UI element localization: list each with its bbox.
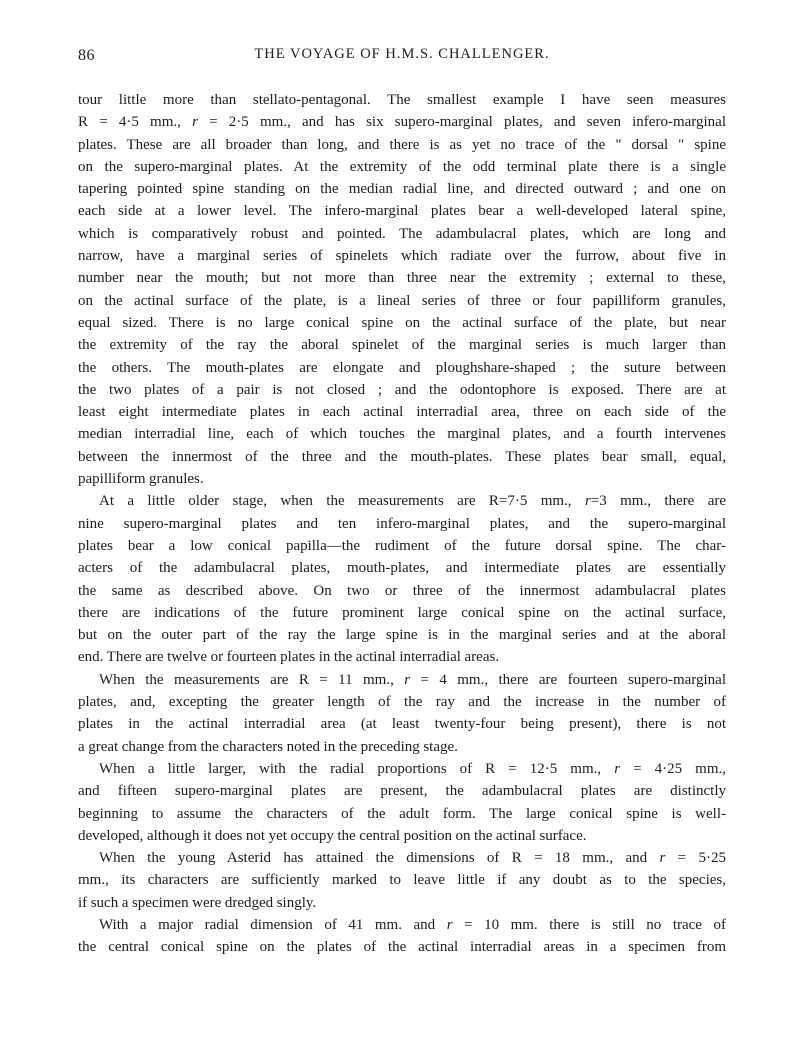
page-body-text [78, 89, 726, 959]
text-line: which is comparatively robust and pointed. The adambulacral plates, which are long and [78, 225, 726, 242]
text-line: When a little larger, with the radial proportions of R = 12·5 mm., r = 4·25 mm., [99, 760, 726, 777]
page-header [78, 46, 726, 66]
text-line: plates in the actinal interradial area (at least twenty-four being present), there is not [78, 716, 726, 733]
text-line: tour little more than stellato-pentagonal. The smallest example I have seen measures [78, 92, 726, 108]
text-line: plates, and, excepting the greater length of the ray and the increase in the number of [78, 694, 726, 711]
text-line: between the innermost of the three and the mouth-plates. These plates bear small, equal, [78, 448, 726, 465]
text-line: At a little older stage, when the measurements are R=7·5 mm., r=3 mm., there are [99, 493, 726, 510]
text-line: least eight intermediate plates in each actinal interradial area, three on each side of the [78, 404, 726, 421]
text-line: but on the outer part of the ray the large spine is in the marginal series and at the aboral [78, 627, 726, 644]
text-line: R = 4·5 mm., r = 2·5 mm., and has six supero-marginal plates, and seven infero-marginal [78, 114, 726, 131]
text-line: the central conical spine on the plates of the actinal interradial areas in a specimen from [78, 939, 726, 956]
text-line: the same as described above. On two or three of the innermost adambulacral plates [78, 582, 726, 599]
text-line: papilliform granules. [78, 471, 204, 488]
text-line: plates. These are all broader than long, and there is as yet no trace of the " dorsal " spine [78, 136, 726, 153]
text-line: on the supero-marginal plates. At the extremity of the odd terminal plate there is a single [78, 158, 726, 175]
text-line: and fifteen supero-marginal plates are present, the adambulacral plates are distinctly [78, 783, 726, 800]
text-line: With a major radial dimension of 41 mm. and r = 10 mm. there is still no trace of [99, 916, 726, 933]
text-line: a great change from the characters noted in the preceding stage. [78, 738, 458, 755]
text-line: nine supero-marginal plates and ten infero-marginal plates, and the supero-marginal [78, 515, 726, 532]
text-line: plates bear a low conical papilla—the rudiment of the future dorsal spine. The char- [78, 537, 726, 554]
text-line: on the actinal surface of the plate, is a lineal series of three or four papilliform granules, [78, 292, 726, 309]
text-line: mm., its characters are sufficiently marked to leave little if any doubt as to the species, [78, 872, 726, 889]
text-line: the two plates of a pair is not closed ; and the odontophore is exposed. There are at [78, 381, 726, 398]
text-line: if such a specimen were dredged singly. [78, 894, 317, 911]
text-line: median interradial line, each of which touches the marginal plates, and a fourth intervenes [78, 426, 726, 443]
text-line: the others. The mouth-plates are elongate and ploughshare-shaped ; the suture between [78, 359, 726, 376]
text-line: the extremity of the ray the aboral spinelet of the marginal series is much larger than [78, 337, 726, 354]
text-line: narrow, have a marginal series of spinelets which radiate over the furrow, about five in [78, 248, 726, 265]
text-line: tapering pointed spine standing on the median radial line, and directed outward ; and one on [78, 181, 726, 198]
text-line: beginning to assume the characters of the adult form. The large conical spine is well- [78, 805, 726, 822]
text-line: there are indications of the future prominent large conical spine on the actinal surface, [78, 604, 726, 621]
text-line: each side at a lower level. The infero-marginal plates bear a well-developed lateral spine, [78, 203, 726, 220]
text-line: acters of the adambulacral plates, mouth-plates, and intermediate plates are essentially [78, 560, 726, 577]
running-title: THE VOYAGE OF H.M.S. CHALLENGER. [254, 46, 550, 62]
text-line: When the young Asterid has attained the dimensions of R = 18 mm., and r = 5·25 [99, 850, 726, 867]
text-line: equal sized. There is no large conical spine on the actinal surface of the plate, but near [78, 314, 726, 331]
text-line: developed, although it does not yet occupy the central position on the actinal surface. [78, 827, 587, 844]
page-number: 86 [78, 47, 95, 64]
text-line: end. There are twelve or fourteen plates in the actinal interradial areas. [78, 649, 500, 666]
text-line: When the measurements are R = 11 mm., r = 4 mm., there are fourteen supero-marginal [99, 671, 726, 688]
text-line: number near the mouth; but not more than three near the extremity ; external to these, [78, 270, 726, 287]
